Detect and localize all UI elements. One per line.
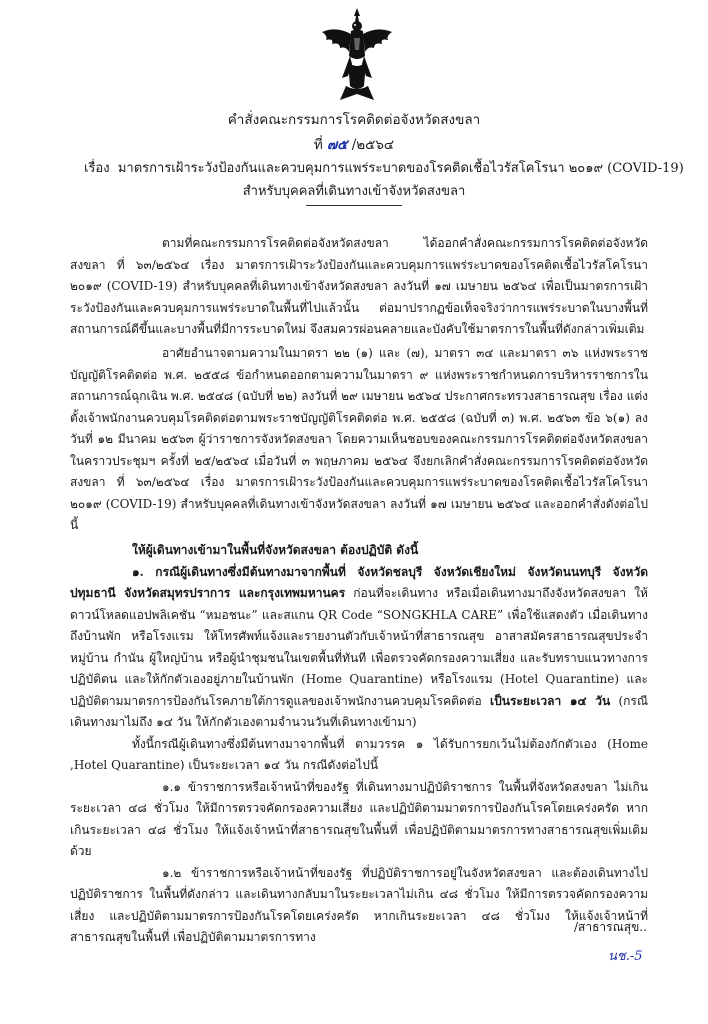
item-1-text: ก่อนที่จะเดินทาง หรือเมื่อเดินทางมาถึงจังหวัดสงขลา ให้ดาวน์โหลดแอปพลิเคชัน “หมอชนะ” และสแกน QR Code “SONGKHLA CARE” เพื่อใช้แสดงตัว เมื่อเดินทางถึงบ้านพัก หรือโรงแรม ให้โทรศัพท์แจ้งและรายงานตัวกับเจ้าหน้าที่สาธารณสุข อาสาสมัครสาธารณสุขประจำหมู่บ้าน กำนัน ผู้ใหญ่บ้าน หรือผู้นำชุมชนในเขตพื้นที่ทันที เพื่อตรวจคัดกรองความเสี่ยง และรับทราบแนวทางการปฏิบัติตน และให้กักตัวเองอยู่ภายในบ้านพัก (Home Quarantine) หรือโรงแรม (Hotel Quarantine) และปฏิบัติตามมาตรการป้องกันโรคภายใต้การดูแลของเจ้าพนักงานควบคุมโรคติดต่อ: [70, 586, 648, 708]
item-1-lead: ๑. กรณีผู้เดินทางซึ่งมีต้นทางมาจากพื้นที่ จังหวัดชลบุรี จังหวัดเชียงใหม่ จังหวัดนนทบุรี จังหวัดปทุมธานี จังหวัดสมุทรปราการ และกรุงเทพมหานคร: [70, 564, 648, 600]
paragraph-authority: [70, 343, 648, 537]
order-number-handwritten: ๗๕: [327, 137, 348, 153]
exemption-paragraph: ทั้งนี้กรณีผู้เดินทางซึ่งมีต้นทางมาจากพื้นที่ ตามวรรค ๑ ได้รับการยกเว้นไม่ต้องกักตัวเอง (Home ,Hotel Quarantine) เป็นระยะเวลา ๑๔ วัน กรณีดังต่อไปนี้: [70, 736, 648, 772]
paragraph-text: ตามที่คณะกรรมการโรคติดต่อจังหวัดสงขลา ได้ออกคำสั่งคณะกรรมการโรคติดต่อจังหวัดสงขลา ที่ ๖๓/๒๕๖๔ เรื่อง มาตรการเฝ้าระวังป้องกันและควบคุมการแพร่ระบาดของโรคติดเชื้อไวรัสโคโรนา ๒๐๑๙ (COVID-19) สำหรับบุคคลที่เดินทางเข้าจังหวัดสงขลา ลงวันที่ ๑๗ เมษายน ๒๕๖๔ เพื่อเป็นมาตรการเฝ้าระวังป้องกันและควบคุมการแพร่ระบาดในพื้นที่ไปแล้วนั้น ต่อมาปรากฏข้อเท็จจริงว่าการแพร่ระบาดในบางพื้นที่สถานการณ์ดีขึ้นและบางพื้นที่มีการระบาดใหม่ จึงสมควรผ่อนคลายและบังคับใช้มาตรการในพื้นที่ดังกล่าวเพิ่มเติม: [70, 236, 648, 336]
item-1-duration: เป็นระยะเวลา ๑๔ วัน: [490, 693, 611, 708]
subject-line: [84, 157, 684, 178]
divider: [306, 205, 402, 206]
item-1: [70, 562, 648, 734]
item-1-end: (กรณีเดินทางมาไม่ถึง ๑๔ วัน ให้กักตัวเองตามจำนวนวันที่เดินทางเข้ามา): [70, 693, 648, 729]
order-number-suffix: /๒๕๖๔: [351, 137, 395, 153]
subject-line-2: สำหรับบุคคลที่เดินทางเข้าจังหวัดสงขลา: [242, 184, 466, 199]
order-number-prefix: ที่: [313, 137, 323, 153]
item-1-2: ๑.๒ ข้าราชการหรือเจ้าหน้าที่ของรัฐ ที่ปฏิบัติราชการอยู่ในจังหวัดสงขลา และต้องเดินทางไปปฏิบัติราชการ ในพื้นที่ดังกล่าว และเดินทางกลับมาในระยะเวลาไม่เกิน ๔๘ ชั่วโมง ให้มีการตรวจคัดกรองความเสี่ยง และปฏิบัติตามมาตรการป้องกันโรคโดยเคร่งครัด หากเกินระยะเวลา ๔๘ ชั่วโมง ให้แจ้งเจ้าหน้าที่สาธารณสุขในพื้นที่ เพื่อปฏิบัติตามมาตรการทาง: [70, 865, 648, 944]
section-heading: ให้ผู้เดินทางเข้ามาในพื้นที่จังหวัดสงขลา ต้องปฏิบัติ ดังนี้: [132, 543, 419, 557]
handwritten-initials: นช.-5: [608, 949, 643, 964]
subject-label: เรื่อง: [84, 161, 110, 176]
paragraph-text: อาศัยอำนาจตามความในมาตรา ๒๒ (๑) และ (๗), มาตรา ๓๔ และมาตรา ๓๖ แห่งพระราชบัญญัติโรคติดต่อ พ.ศ. ๒๕๕๘ ข้อกำหนดออกตามความในมาตรา ๙ แห่งพระราชกำหนดการบริหารราชการในสถานการณ์ฉุกเฉิน พ.ศ. ๒๕๔๘ (ฉบับที่ ๒๒) ลงวันที่ ๒๙ เมษายน ๒๕๖๔ ประกาศกระทรวงสาธารณสุข เรื่อง แต่งตั้งเจ้าพนักงานควบคุมโรคติดต่อตามพระราชบัญญัติโรคติดต่อ พ.ศ. ๒๕๕๘ (ฉบับที่ ๓) พ.ศ. ๒๕๖๓ ข้อ ๖(๑) ลงวันที่ ๑๒ มีนาคม ๒๕๖๓ ผู้ว่าราชการจังหวัดสงขลา โดยความเห็นชอบของคณะกรรมการโรคติดต่อจังหวัดสงขลา ในคราวประชุมฯ ครั้งที่ ๒๕/๒๕๖๔ เมื่อวันที่ ๓ พฤษภาคม ๒๕๖๔ จึงยกเลิกคำสั่งคณะกรรมการโรคติดต่อจังหวัดสงขลา ที่ ๖๓/๒๕๖๔ เรื่อง มาตรการเฝ้าระวังป้องกันและควบคุมการแพร่ระบาดของโรคติดเชื้อไวรัสโคโรนา ๒๐๑๙ (COVID-19) สำหรับบุคคลที่เดินทางเข้าจังหวัดสงขลา ลงวันที่ ๑๗ เมษายน ๒๕๖๔ และออกคำสั่งดังต่อไปนี้: [70, 346, 648, 532]
order-title: คำสั่งคณะกรรมการโรคติดต่อจังหวัดสงขลา: [227, 112, 481, 128]
continuation-marker: /สาธารณสุข..: [574, 920, 647, 934]
garuda-emblem: [318, 6, 396, 102]
order-number: [0, 133, 708, 155]
measures-section: [70, 540, 648, 949]
subject-text: มาตรการเฝ้าระวังป้องกันและควบคุมการแพร่ระบาดของโรคติดเชื้อไวรัสโคโรนา ๒๐๑๙ (COVID-19): [117, 161, 684, 176]
paragraph-background: [70, 233, 648, 341]
item-1-1: ๑.๑ ข้าราชการหรือเจ้าหน้าที่ของรัฐ ที่เดินทางมาปฏิบัติราชการ ในพื้นที่จังหวัดสงขลา ไม่เกินระยะเวลา ๔๘ ชั่วโมง ให้มีการตรวจคัดกรองความเสี่ยง และปฏิบัติตามมาตรการป้องกันโรคโดยเคร่งครัด หากเกินระยะเวลา ๔๘ ชั่วโมง ให้แจ้งเจ้าหน้าที่สาธารณสุขในพื้นที่ เพื่อปฏิบัติตามมาตรการทางสาธารณสุขเพิ่มเติมด้วย: [70, 779, 648, 858]
